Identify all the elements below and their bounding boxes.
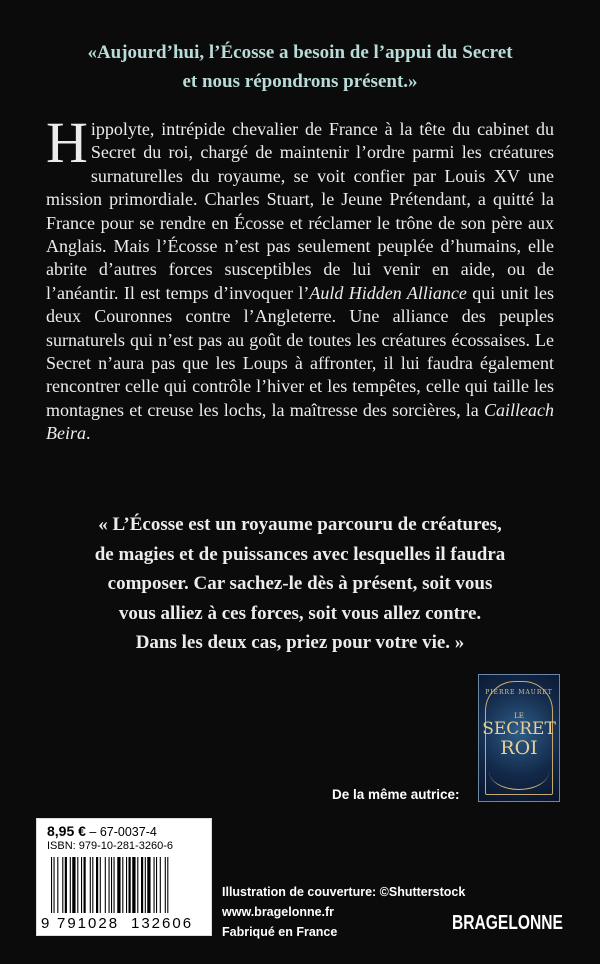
cover-ornament bbox=[489, 753, 549, 790]
barcode-stripe bbox=[109, 857, 110, 913]
top-quote-line-2: et nous répondrons présent.» bbox=[182, 71, 418, 92]
blurb-part-3: . bbox=[86, 423, 91, 444]
bottom-quote-line-5: Dans les deux cas, priez pour votre vie. » bbox=[135, 632, 465, 653]
barcode-stripe bbox=[105, 857, 106, 913]
barcode-stripe bbox=[145, 857, 146, 913]
barcode-stripe bbox=[51, 857, 52, 913]
cover-title bbox=[479, 713, 559, 758]
bottom-quote-line-3: composer. Car sachez-le dès à présent, soit vous bbox=[107, 573, 493, 594]
barcode-stripe bbox=[165, 857, 166, 913]
barcode-digits-right: 132606 bbox=[131, 915, 194, 932]
cover-title-secret: SECRET bbox=[482, 719, 556, 739]
barcode-stripe bbox=[54, 857, 55, 913]
blurb-italic-alliance: Auld Hidden Alliance bbox=[309, 282, 467, 303]
barcode-stripe bbox=[154, 857, 155, 913]
blurb-italic-cailleach: Cailleach Beira bbox=[46, 399, 554, 444]
barcode-stripe bbox=[62, 857, 63, 913]
barcode-stripe bbox=[84, 857, 86, 913]
bottom-quote bbox=[40, 510, 560, 658]
barcode-digits-left: 791028 bbox=[57, 915, 120, 932]
blurb-part-2: qui unit les deux Couronnes contre l’Angleterre. Une alliance des peuples surnaturels qui n’est pas au goût de toutes les créatures écossaises. Le Secret n’aura pas que les Loups à affronter, il lui faudra également rencontrer celle qui contrôle l’hiver et les tempêtes, celle qui taille les montagnes et creuse les lochs, la maîtresse des sorcières, la bbox=[46, 282, 554, 420]
barcode-stripe bbox=[117, 857, 120, 913]
barcode-stripe bbox=[100, 857, 101, 913]
product-code: – 67-0037-4 bbox=[85, 825, 157, 839]
bottom-quote-line-1: « L’Écosse est un royaume parcouru de créatures, bbox=[98, 514, 502, 535]
barcode-stripe bbox=[92, 857, 93, 913]
publisher-website: www.bragelonne.fr bbox=[222, 905, 335, 919]
barcode-stripe bbox=[167, 857, 168, 913]
barcode-stripe bbox=[122, 857, 123, 913]
barcode-stripe bbox=[137, 857, 138, 913]
same-author-book-cover bbox=[478, 674, 560, 802]
drop-cap: H bbox=[46, 110, 88, 175]
cover-title-le: LE bbox=[514, 712, 524, 720]
bottom-quote-line-2: de magies et de puissances avec lesquelles il faudra bbox=[94, 543, 506, 565]
price-line bbox=[47, 823, 157, 839]
barcode-stripe bbox=[141, 857, 143, 913]
barcode-stripe bbox=[147, 857, 150, 913]
isbn: ISBN: 979-10-281-3260-6 bbox=[47, 840, 173, 852]
barcode-stripe bbox=[114, 857, 115, 913]
barcode-stripe bbox=[57, 857, 58, 913]
barcode-panel bbox=[36, 818, 212, 936]
barcode-stripe bbox=[90, 857, 91, 913]
barcode-bars bbox=[51, 857, 203, 913]
made-in-label: Fabriqué en France bbox=[222, 925, 338, 939]
barcode-stripe bbox=[70, 857, 71, 913]
barcode-stripe bbox=[160, 857, 161, 913]
price: 8,95 € bbox=[47, 823, 86, 839]
publisher-logo: BRAGELONNE bbox=[452, 912, 563, 934]
barcode-digit-first: 9 bbox=[41, 915, 50, 932]
barcode-stripe bbox=[81, 857, 82, 913]
barcode-stripe bbox=[96, 857, 98, 913]
same-author-label: De la même autrice: bbox=[332, 787, 460, 802]
credits bbox=[222, 882, 465, 942]
bottom-quote-line-4: vous alliez à ces forces, soit vous allez contre. bbox=[118, 602, 482, 624]
blurb-paragraph bbox=[46, 110, 554, 446]
barcode-stripe bbox=[65, 857, 67, 913]
barcode-stripe bbox=[132, 857, 135, 913]
blurb-part-1: ippolyte, intrépide chevalier de France à la tête du cabinet du Secret du roi, chargé de maintenir l’ordre parmi les créatures surnaturelles du royaume, se voit confier par Louis XV une mission primordiale. Charles Stuart, le Jeune Prétendant, a quitté la France pour se rendre en Écosse et réclamer le trône de son père aux Anglais. Mais l’Écosse n’est pas seulement peuplée d’humains, elle abrite d’autres forces susceptibles de lui venir en aide, ou de l’anéantir. Il est temps d’invoquer l’ bbox=[46, 119, 554, 303]
cover-title-roi: ROI bbox=[500, 737, 538, 759]
cover-author: PIERRE MAURET bbox=[485, 689, 553, 696]
barcode-stripe bbox=[129, 857, 131, 913]
barcode-stripe bbox=[72, 857, 75, 913]
top-quote-line-1: «Aujourd’hui, l’Écosse a besoin de l’appui du Secret bbox=[87, 42, 513, 63]
barcode-stripe bbox=[77, 857, 78, 913]
top-quote bbox=[40, 38, 560, 96]
barcode-stripe bbox=[111, 857, 112, 913]
barcode-stripe bbox=[126, 857, 127, 913]
barcode-stripe bbox=[156, 857, 157, 913]
illustration-credit: Illustration de couverture: ©Shutterstock bbox=[222, 885, 466, 899]
